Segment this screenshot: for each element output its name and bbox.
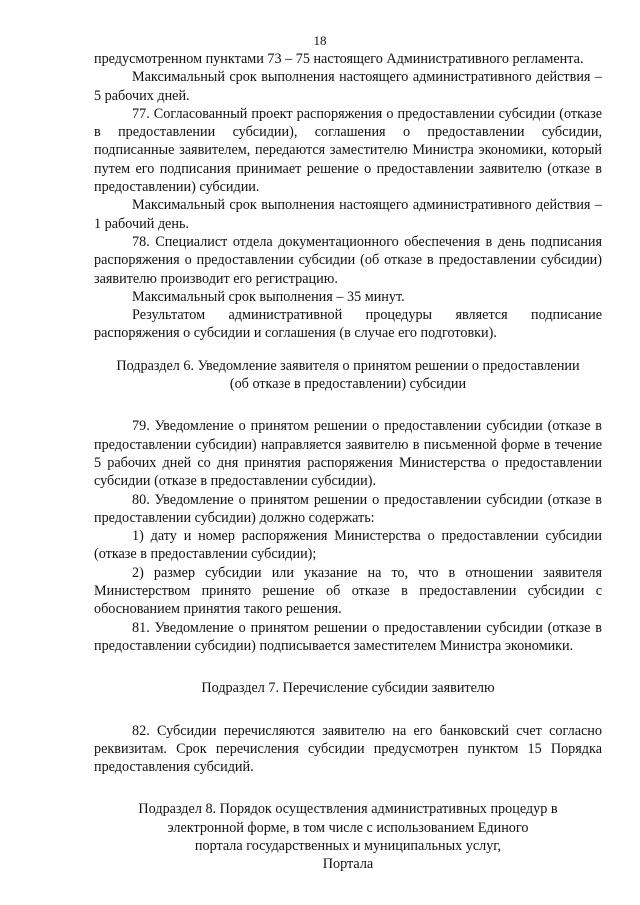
paragraph: Максимальный срок выполнения настоящего административного действия – 5 рабочих дней. bbox=[94, 69, 602, 104]
subsection-heading bbox=[94, 679, 602, 697]
paragraph: 79. Уведомление о принятом решении о предоставлении субсидии (отказе в предоставлении субсидии) направляется заявителю в письменной форме в течение 5 рабочих дней со дня принятия распоряжения Министерства о предоставлении субсидии (отказе в предоставлении субсидии). bbox=[94, 418, 602, 490]
section-spacer bbox=[94, 698, 602, 722]
paragraph: Максимальный срок выполнения – 35 минут. bbox=[132, 288, 405, 305]
heading-line: Портала bbox=[322, 856, 374, 873]
heading-line: электронной форме, в том числе с использованием Единого bbox=[167, 819, 529, 836]
document-body bbox=[94, 50, 602, 874]
page-number: 18 bbox=[313, 33, 327, 48]
paragraph: 80. Уведомление о принятом решении о предоставлении субсидии (отказе в предоставлении субсидии) должно содержать: bbox=[94, 491, 602, 526]
section-spacer bbox=[94, 655, 602, 679]
paragraph: Результатом административной процедуры является подписание распоряжения о субсидии и соглашения (в случае его подготовки). bbox=[94, 307, 602, 342]
paragraph: 78. Специалист отдела документационного обеспечения в день подписания распоряжения о предоставлении субсидии (об отказе в предоставлении субсидии) заявителю производит его регистрацию. bbox=[94, 233, 602, 287]
subsection-heading bbox=[94, 800, 602, 873]
paragraph: 77. Согласованный проект распоряжения о предоставлении субсидии (отказе в предоставлении субсидии), соглашения о предоставлении субсидии, подписанные заявителем, передаются заместителю Министра экономики, который путем его подписания принимает решение о предоставлении заявителю (отказе в предоставлении) субсидии. bbox=[94, 105, 602, 196]
paragraph: 1) дату и номер распоряжения Министерства о предоставлении субсидии (отказе в предоставлении субсидии); bbox=[94, 528, 602, 563]
section-spacer bbox=[94, 393, 602, 417]
paragraph: 81. Уведомление о принятом решении о предоставлении субсидии (отказе в предоставлении субсидии) подписывается заместителем Министра экономики. bbox=[94, 619, 602, 654]
paragraph: предусмотренном пунктами 73 – 75 настоящего Административного регламента. bbox=[94, 51, 584, 67]
heading-line: портала государственных и муниципальных услуг, bbox=[194, 837, 502, 854]
heading-line: Подраздел 6. Уведомление заявителя о принятом решении о предоставлении bbox=[116, 357, 580, 374]
section-spacer bbox=[94, 343, 602, 357]
paragraph: Максимальный срок выполнения настоящего административного действия – 1 рабочий день. bbox=[94, 197, 602, 232]
heading-line: Подраздел 8. Порядок осуществления административных процедур в bbox=[138, 801, 558, 818]
subsection-heading bbox=[94, 357, 602, 394]
heading-line: Подраздел 7. Перечисление субсидии заявителю bbox=[201, 680, 495, 697]
section-spacer bbox=[94, 776, 602, 800]
paragraph: 2) размер субсидии или указание на то, что в отношении заявителя Министерством принято решение об отказе в предоставлении субсидии с обоснованием принятия такого решения. bbox=[94, 564, 602, 618]
paragraph: 82. Субсидии перечисляются заявителю на его банковский счет согласно реквизитам. Срок перечисления субсидии предусмотрен пунктом 15 Порядка предоставления субсидий. bbox=[94, 722, 602, 776]
heading-line: (об отказе в предоставлении) субсидии bbox=[229, 376, 467, 393]
